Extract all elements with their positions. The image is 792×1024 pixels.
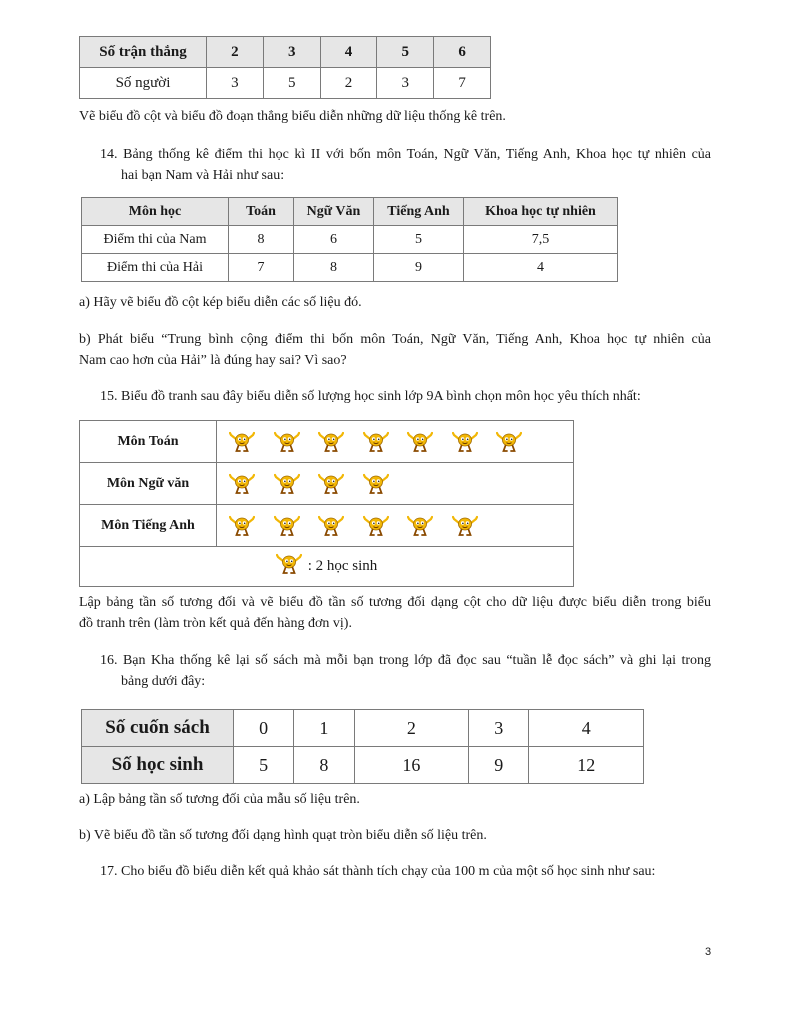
table-cell: 3 xyxy=(469,710,529,747)
pictograph-table xyxy=(79,420,574,587)
table-header-cell: Ngữ Văn xyxy=(294,198,374,226)
table-cell: 8 xyxy=(229,226,294,254)
table-header-cell: Số học sinh xyxy=(82,747,234,784)
student-icon xyxy=(274,514,300,538)
table-cell: Số người xyxy=(80,68,207,99)
table-header-cell: 3 xyxy=(263,37,320,68)
student-icon xyxy=(452,430,478,454)
table-cell: 0 xyxy=(234,710,294,747)
student-icon xyxy=(363,472,389,496)
question-14a-text: a) Hãy vẽ biểu đồ cột kép biểu diễn các số liệu đó. xyxy=(79,295,362,310)
student-icon xyxy=(274,472,300,496)
pictograph-label: Môn Toán xyxy=(80,421,217,463)
question-15-text: 15. Biểu đồ tranh sau đây biểu diễn số lượng học sinh lớp 9A bình chọn môn học yêu thích nhất: xyxy=(100,389,641,404)
question-16b-text: b) Vẽ biểu đồ tần số tương đối dạng hình quạt tròn biểu diễn số liệu trên. xyxy=(79,828,487,843)
page-number: 3 xyxy=(705,946,712,958)
table-header-cell: Môn học xyxy=(82,198,229,226)
student-icon xyxy=(318,430,344,454)
table-row xyxy=(82,747,644,784)
table-header-cell: Số trận thắng xyxy=(80,37,207,68)
student-icon xyxy=(407,430,433,454)
table-row xyxy=(80,463,574,505)
table-row xyxy=(80,505,574,547)
table-header-cell: 6 xyxy=(434,37,491,68)
table-cell: 9 xyxy=(374,254,464,282)
table-row xyxy=(80,68,491,99)
question-16-text: bảng dưới đây: xyxy=(121,674,206,689)
table-cell: 2 xyxy=(354,710,469,747)
books-table xyxy=(81,709,644,784)
table-header-cell: Tiếng Anh xyxy=(374,198,464,226)
student-icon xyxy=(276,552,302,576)
table-cell: 6 xyxy=(294,226,374,254)
table-header-cell: Khoa học tự nhiên xyxy=(464,198,618,226)
table-cell: Điểm thi của Nam xyxy=(82,226,229,254)
table-cell: 3 xyxy=(377,68,434,99)
student-icon xyxy=(363,430,389,454)
legend-text: : 2 học sinh xyxy=(307,557,378,574)
student-icon xyxy=(452,514,478,538)
wins-table xyxy=(79,36,491,99)
table-cell: 5 xyxy=(263,68,320,99)
table-header-cell: 5 xyxy=(377,37,434,68)
scores-table xyxy=(81,197,618,282)
question-15-task-text: Lập bảng tần số tương đối và vẽ biểu đồ tần số tương đối dạng cột cho dữ liệu được biểu diễn trong biểu xyxy=(79,595,711,610)
question-17-text: 17. Cho biểu đồ biểu diễn kết quả khảo sát thành tích chạy của 100 m của một số học sinh như sau: xyxy=(100,864,656,879)
pictograph-icons xyxy=(217,463,574,505)
table-cell: Điểm thi của Hải xyxy=(82,254,229,282)
table-row xyxy=(82,710,644,747)
table-cell: 7 xyxy=(434,68,491,99)
table-header-cell: Toán xyxy=(229,198,294,226)
table-cell: 1 xyxy=(294,710,354,747)
table-cell: 12 xyxy=(529,747,644,784)
question-14b-text: Nam cao hơn của Hải” là đúng hay sai? Vì sao? xyxy=(79,353,347,368)
table-cell: 16 xyxy=(354,747,469,784)
table-header-cell: 2 xyxy=(207,37,264,68)
table-header-cell: Số cuốn sách xyxy=(82,710,234,747)
question-14-text: hai bạn Nam và Hải như sau: xyxy=(121,168,285,183)
pictograph-legend xyxy=(80,547,574,587)
student-icon xyxy=(229,472,255,496)
student-icon xyxy=(363,514,389,538)
student-icon xyxy=(229,430,255,454)
table-cell: 8 xyxy=(294,747,354,784)
table-row xyxy=(82,198,618,226)
table-cell: 7 xyxy=(229,254,294,282)
table-cell: 2 xyxy=(320,68,377,99)
student-icon xyxy=(318,472,344,496)
table-cell: 4 xyxy=(464,254,618,282)
table-cell: 8 xyxy=(294,254,374,282)
student-icon xyxy=(407,514,433,538)
table-row xyxy=(80,37,491,68)
instruction-text: Vẽ biểu đồ cột và biểu đồ đoạn thẳng biểu diễn những dữ liệu thống kê trên. xyxy=(79,109,506,124)
student-icon xyxy=(229,514,255,538)
table-row xyxy=(82,226,618,254)
table-cell: 5 xyxy=(234,747,294,784)
table-cell: 9 xyxy=(469,747,529,784)
table-header-cell: 4 xyxy=(320,37,377,68)
question-15-task-text: đồ tranh trên (làm tròn kết quả đến hàng đơn vị). xyxy=(79,616,352,631)
student-icon xyxy=(274,430,300,454)
table-cell: 4 xyxy=(529,710,644,747)
student-icon xyxy=(496,430,522,454)
table-cell: 5 xyxy=(374,226,464,254)
table-row xyxy=(80,547,574,587)
pictograph-icons xyxy=(217,421,574,463)
pictograph-label: Môn Tiếng Anh xyxy=(80,505,217,547)
question-16a-text: a) Lập bảng tần số tương đối của mẫu số liệu trên. xyxy=(79,792,360,807)
pictograph-label: Môn Ngữ văn xyxy=(80,463,217,505)
table-cell: 3 xyxy=(207,68,264,99)
table-cell: 7,5 xyxy=(464,226,618,254)
pictograph-icons xyxy=(217,505,574,547)
table-row xyxy=(82,254,618,282)
question-14-text: 14. Bảng thống kê điểm thi học kì II với bốn môn Toán, Ngữ Văn, Tiếng Anh, Khoa học tự nhiên của xyxy=(100,147,711,162)
question-16-text: 16. Bạn Kha thống kê lại số sách mà mỗi bạn trong lớp đã đọc sau “tuần lễ đọc sách” và ghi lại trong xyxy=(100,653,711,668)
student-icon xyxy=(318,514,344,538)
question-14b-text: b) Phát biểu “Trung bình cộng điểm thi bốn môn Toán, Ngữ Văn, Tiếng Anh, Khoa học tự nhiên của xyxy=(79,332,711,347)
table-row xyxy=(80,421,574,463)
